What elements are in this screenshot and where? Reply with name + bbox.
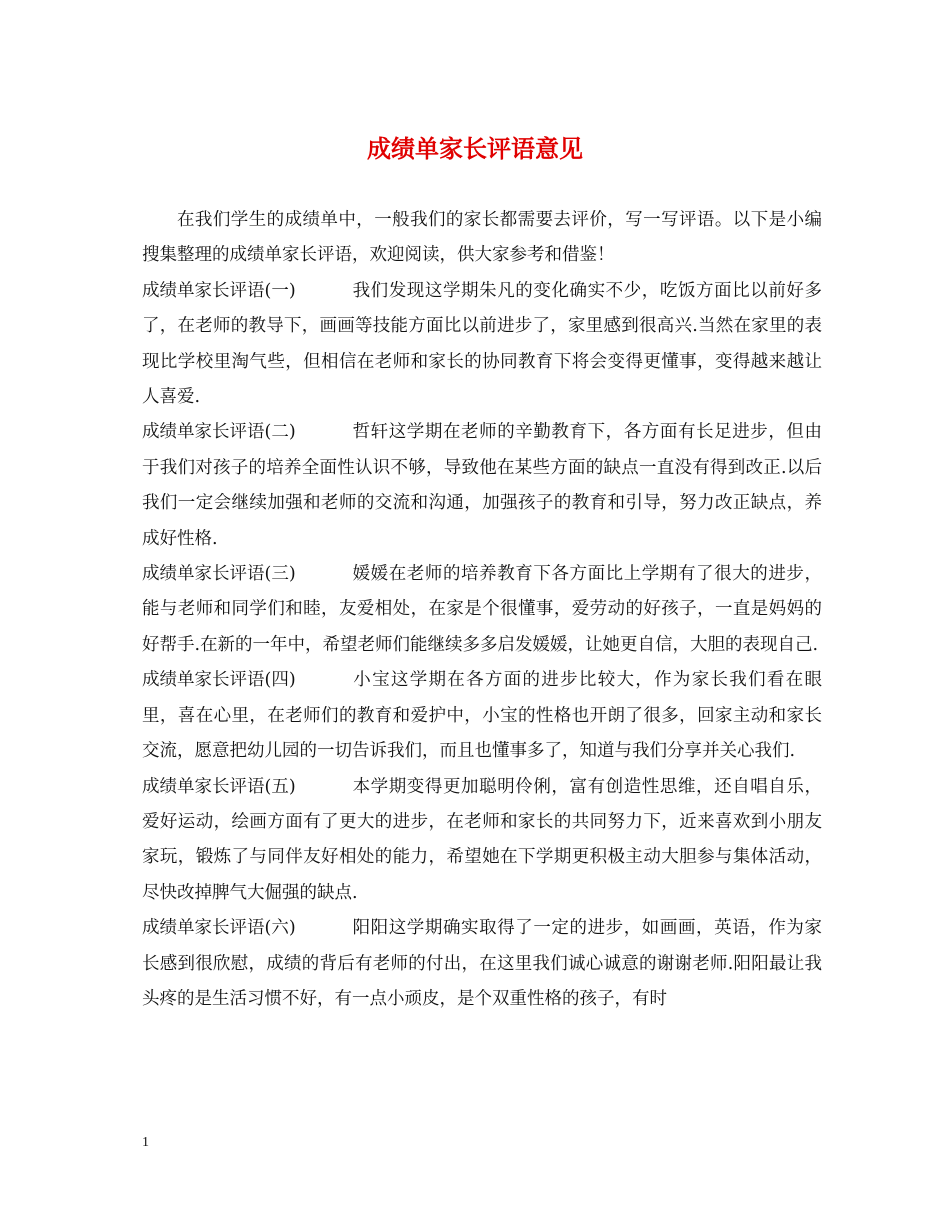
comment-paragraph-1 [142, 274, 822, 416]
page-number: 1 [142, 1135, 149, 1150]
comment-text-2: 哲轩这学期在老师的辛勤教育下，各方面有长足进步，但由于我们对孩子的培养全面性认识不够，导致他在某些方面的缺点一直没有得到改正.以后我们一定会继续加强和老师的交流和沟通，加强孩子的教育和引导，努力改正缺点，养成好性格. [142, 422, 822, 549]
comment-text-5: 本学期变得更加聪明伶俐，富有创造性思维，还自唱自乐，爱好运动，绘画方面有了更大的进步，在老师和家长的共同努力下，近来喜欢到小朋友家玩，锻炼了与同伴友好相处的能力，希望她在下学期更积极主动大胆参与集体活动，尽快改掉脾气大倔强的缺点. [142, 776, 822, 903]
comment-paragraph-3 [142, 557, 822, 663]
comment-text-6: 阳阳这学期确实取得了一定的进步，如画画，英语，作为家长感到很欣慰，成绩的背后有老师的付出，在这里我们诚心诚意的谢谢老师.阳阳最让我头疼的是生活习惯不好，有一点小顽皮，是个双重性格的孩子，有时 [142, 918, 822, 1009]
comment-heading-4: 成绩单家长评语(四) [142, 670, 296, 691]
comment-paragraph-4 [142, 663, 822, 769]
comment-heading-3: 成绩单家长评语(三) [142, 564, 296, 585]
comment-paragraph-6 [142, 911, 822, 1017]
comment-text-1: 我们发现这学期朱凡的变化确实不少，吃饭方面比以前好多了，在老师的教导下，画画等技能方面比以前进步了，家里感到很高兴.当然在家里的表现比学校里淘气些，但相信在老师和家长的协同教育下将会变得更懂事，变得越来越让人喜爱. [142, 280, 822, 408]
document-body [142, 203, 822, 1017]
comment-paragraph-2 [142, 415, 822, 557]
comment-heading-5: 成绩单家长评语(五) [142, 776, 296, 797]
comment-heading-6: 成绩单家长评语(六) [142, 918, 296, 939]
comment-text-4: 小宝这学期在各方面的进步比较大，作为家长我们看在眼里，喜在心里，在老师们的教育和爱护中，小宝的性格也开朗了很多，回家主动和家长交流，愿意把幼儿园的一切告诉我们，而且也懂事多了，知道与我们分享并关心我们. [142, 670, 822, 762]
comment-paragraph-5 [142, 770, 822, 912]
comment-text-3: 媛媛在老师的培养教育下各方面比上学期有了很大的进步，能与老师和同学们和睦，友爱相处，在家是个很懂事，爱劳动的好孩子，一直是妈妈的好帮手.在新的一年中，希望老师们能继续多多启发媛媛，让她更自信，大胆的表现自己. [142, 564, 822, 655]
intro-paragraph: 在我们学生的成绩单中，一般我们的家长都需要去评价，写一写评语。以下是小编搜集整理的成绩单家长评语，欢迎阅读，供大家参考和借鉴！ [142, 210, 822, 266]
comment-heading-1: 成绩单家长评语(一) [142, 280, 296, 301]
comment-heading-2: 成绩单家长评语(二) [142, 422, 296, 443]
page-title: 成绩单家长评语意见 [367, 134, 583, 163]
